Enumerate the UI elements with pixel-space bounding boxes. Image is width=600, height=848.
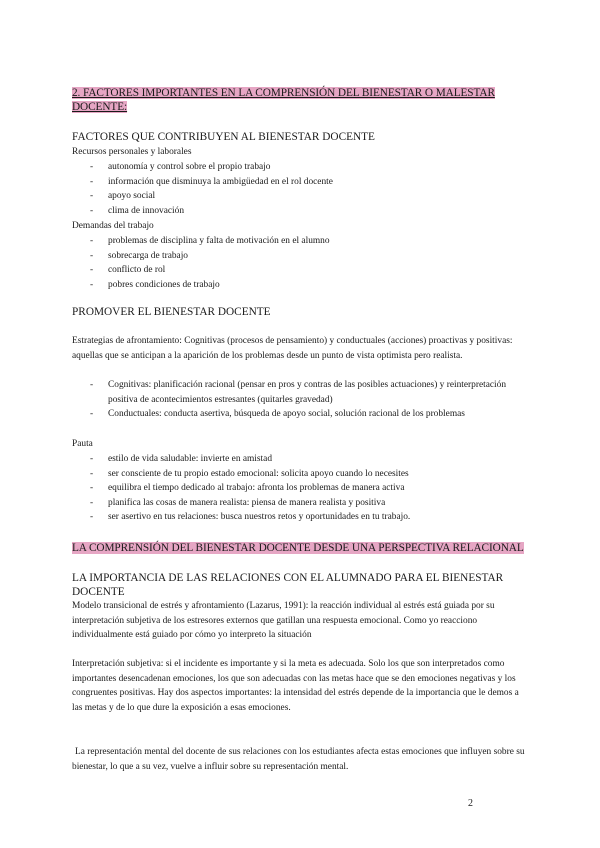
representation-paragraph: La representación mental del docente de sus relaciones con los estudiantes afecta estas emociones que influyen sobre su bienestar, lo que a su vez, vuelve a influir sobre su representación mental.: [72, 747, 525, 772]
relational-heading-text: LA COMPRENSIÓN DEL BIENESTAR DOCENTE DESDE UNA PERSPECTIVA RELACIONAL: [72, 542, 524, 554]
list-item: - ser asertivo en tus relaciones: busca nuestros retos y oportunidades en tu trabajo.: [72, 510, 530, 525]
list-item: - equilibra el tiempo dedicado al trabajo: afronta los problemas de manera activa: [72, 481, 530, 496]
list-item: - planifica las cosas de manera realista: piensa de manera realista y positiva: [72, 496, 530, 511]
interpretation-paragraph: Interpretación subjetiva: si el incidente es importante y si la meta es adecuada. Solo los que son interpretados como importantes desencadenan emociones, los que son adecuadas con las metas hace que se den emociones negativas y los congruentes positivas. Hay dos aspectos importantes: la intensidad del estrés depende de la importancia que le demos a las metas y de lo que dure la exposición a esas emociones.: [72, 659, 519, 713]
pauta-list: [72, 452, 530, 525]
pauta-label: Pauta: [72, 439, 93, 449]
strategies-paragraph: Estrategias de afrontamiento: Cognitivas (procesos de pensamiento) y conductuales (acciones) proactivas y positivas: aquellas que se anticipan a la aparición de los problemas desde un punto de vista optimista pero realista.: [72, 336, 513, 361]
model-paragraph: Modelo transicional de estrés y afrontamiento (Lazarus, 1991): la reacción individual al estrés está guiada por su interpretación subjetiva de los estresores externos que gatillan una respuesta emocional. Como yo reacciono individualmente está guiado por cómo yo interpreto la situación: [72, 601, 495, 641]
relational-heading: [72, 541, 530, 555]
factors-title: FACTORES QUE CONTRIBUYEN AL BIENESTAR DOCENTE: [72, 131, 375, 143]
list-item: - Conductuales: conducta asertiva, búsqueda de apoyo social, solución racional de los problemas: [72, 407, 530, 422]
group1-list: [72, 160, 530, 218]
list-item: - Cognitivas: planificación racional (pensar en pros y contras de las posibles actuaciones) y reinterpretación positiva de acontecimientos estresantes (quitarles gravedad): [72, 378, 530, 407]
list-item: - información que disminuya la ambigüedad en el rol docente: [72, 175, 530, 190]
list-item: - autonomía y control sobre el propio trabajo: [72, 160, 530, 175]
list-item: - problemas de disciplina y falta de motivación en el alumno: [72, 234, 530, 249]
list-item: - apoyo social: [72, 189, 530, 204]
list-item: - conflicto de rol: [72, 263, 530, 278]
list-item: - sobrecarga de trabajo: [72, 249, 530, 264]
section-2-heading: [72, 86, 530, 114]
section-2-heading-text: 2. FACTORES IMPORTANTES EN LA COMPRENSIÓN DEL BIENESTAR O MALESTAR DOCENTE:: [72, 87, 495, 113]
group2-label: Demandas del trabajo: [72, 221, 154, 231]
page-number: 2: [468, 798, 473, 809]
promote-title: PROMOVER EL BIENESTAR DOCENTE: [72, 306, 271, 318]
list-item: - clima de innovación: [72, 204, 530, 219]
list-item: - ser consciente de tu propio estado emocional: solicita apoyo cuando lo necesites: [72, 467, 530, 482]
strategies-list: [72, 378, 530, 422]
group2-list: [72, 234, 530, 292]
list-item: - pobres condiciones de trabajo: [72, 278, 530, 293]
group1-label: Recursos personales y laborales: [72, 147, 192, 157]
list-item: - estilo de vida saludable: invierte en amistad: [72, 452, 530, 467]
relations-title: LA IMPORTANCIA DE LAS RELACIONES CON EL ALUMNADO PARA EL BIENESTAR DOCENTE: [72, 572, 504, 598]
